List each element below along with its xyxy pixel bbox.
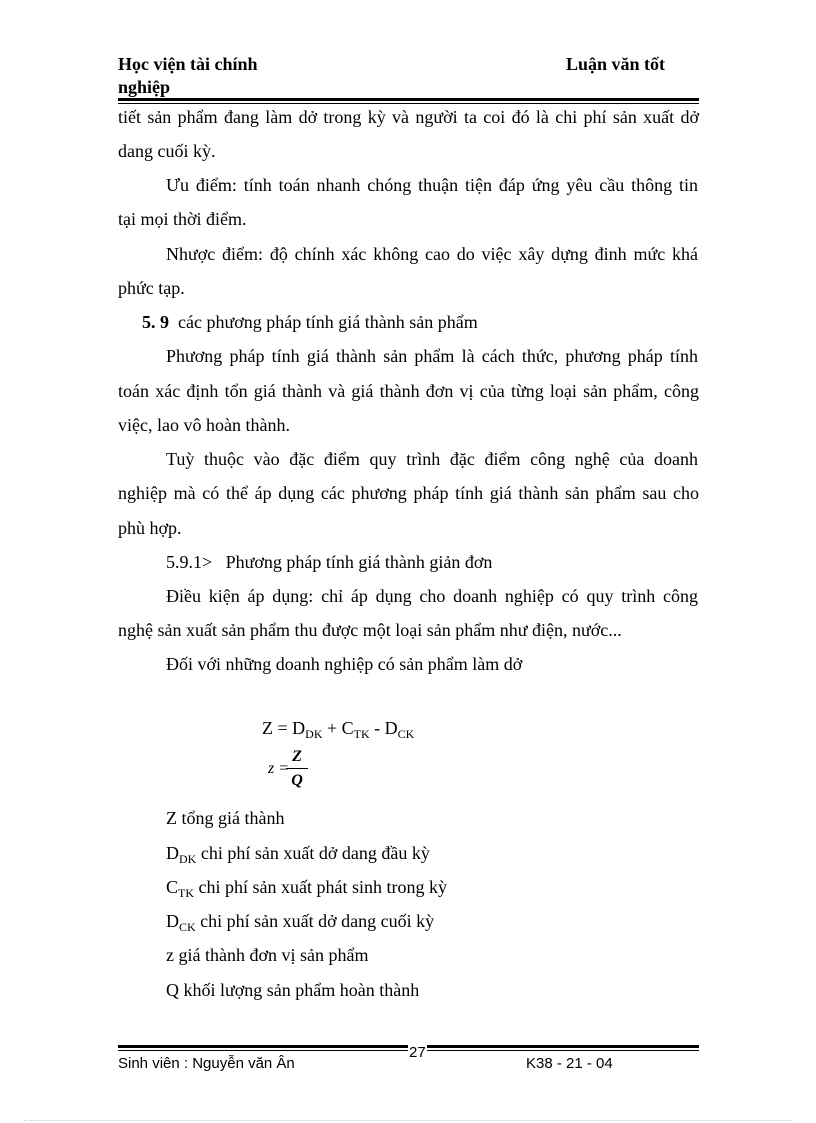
header-institution: Học viện tài chính: [118, 54, 258, 74]
header-institution-continued: nghiệp: [118, 77, 171, 97]
paragraph-line: tiết sản phẩm đang làm dở trong kỳ và người ta coi đó là chi phí sản xuất dở: [118, 107, 699, 127]
paragraph-line: nghệ sản xuất sản phẩm thu được một loại sản phẩm như điện, nước...: [118, 620, 622, 640]
paragraph-line: Đối với những doanh nghiệp có sản phẩm làm dở: [166, 654, 523, 674]
page-edge: [24, 1120, 792, 1121]
page-number: 27: [409, 1044, 426, 1061]
footer-class-code: K38 - 21 - 04: [526, 1055, 613, 1072]
paragraph-conditions: Điều kiện áp dụng: chỉ áp dụng cho doanh nghiệp có quy trình công: [166, 586, 698, 606]
formula-total-cost: $Z = D_{DK} + C_{TK} - D_{CK}$: [262, 718, 415, 741]
definition-item: z giá thành đơn vị sản phẩm: [166, 945, 369, 965]
definition-item: $C_{TK}$ chi phí sản xuất phát sinh trong kỳ: [166, 877, 447, 900]
fraction-denominator: Q: [291, 772, 303, 789]
paragraph-methods: Phương pháp tính giá thành sản phẩm là cách thức, phương pháp tính: [166, 346, 698, 366]
fraction-numerator: Z: [292, 748, 302, 765]
section-title: các phương pháp tính giá thành sản phẩm: [178, 312, 478, 332]
paragraph-line: toán xác định tổn giá thành và giá thành đơn vị của từng loại sản phẩm, công: [118, 381, 699, 401]
paragraph-dependency: Tuỳ thuộc vào đặc điểm quy trình đặc điểm công nghệ của doanh: [166, 449, 698, 469]
paragraph-line: phù hợp.: [118, 518, 182, 538]
section-number: 5. 9: [142, 312, 169, 332]
definition-item: $D_{DK}$ chi phí sản xuất dở dang đầu kỳ: [166, 843, 430, 866]
paragraph-line: nghiệp mà có thể áp dụng các phương pháp tính giá thành sản phẩm sau cho: [118, 483, 699, 503]
header-thesis-label: Luận văn tốt: [566, 54, 666, 74]
definition-item: Z tổng giá thành: [166, 808, 285, 828]
paragraph-line: việc, lao vô hoàn thành.: [118, 415, 290, 435]
header-rule-thin: [118, 103, 699, 104]
fraction-bar: [286, 768, 308, 769]
paragraph-line: phức tạp.: [118, 278, 185, 298]
definition-item: Q khối lượng sản phẩm hoàn thành: [166, 980, 420, 1000]
paragraph-advantages: Ưu điểm: tính toán nhanh chóng thuận tiện đáp ứng yêu cầu thông tin: [166, 175, 698, 195]
paragraph-disadvantages: Nhược điểm: độ chính xác không cao do việc xây dựng đinh mức khá: [166, 244, 698, 264]
section-heading: [142, 312, 478, 333]
header-rule-thick: [118, 98, 699, 101]
definition-item: $D_{CK}$ chi phí sản xuất dở dang cuối kỳ: [166, 911, 435, 934]
subsection-heading: 5.9.1> Phương pháp tính giá thành giản đơn: [166, 552, 493, 572]
paragraph-line: dang cuối kỳ.: [118, 141, 216, 161]
footer-student: Sinh viên : Nguyễn văn Ân: [118, 1055, 295, 1072]
paragraph-line: tại mọi thời điểm.: [118, 209, 247, 229]
